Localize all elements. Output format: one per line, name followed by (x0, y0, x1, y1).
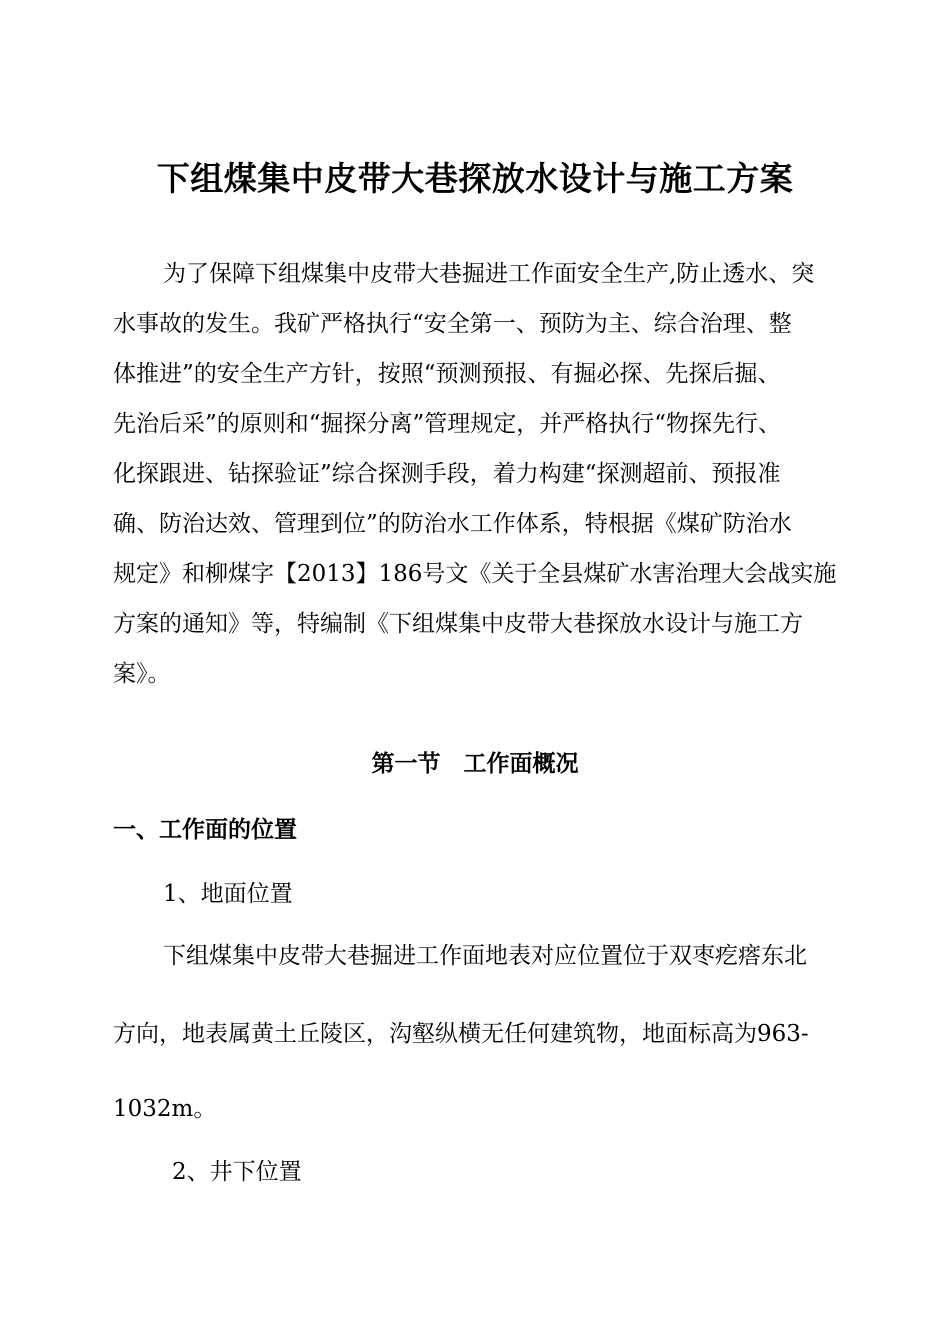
intro-line-9: 案》。 (113, 661, 171, 687)
intro-line-6: 确、防治达效、管理到位”的防治水工作体系，特根据《煤矿防治水 (113, 511, 792, 537)
subsection-heading: 一、工作面的位置 (113, 817, 297, 843)
intro-line-3: 体推进”的安全生产方针，按照“预测预报、有掘必探、先探后掘、 (113, 361, 781, 387)
document-title: 下组煤集中皮带大巷探放水设计与施工方案 (156, 159, 794, 198)
item1-label: 1、地面位置 (163, 881, 293, 907)
intro-line-2: 水事故的发生。我矿严格执行“安全第一、预防为主、综合治理、整 (113, 311, 792, 337)
intro-line-7: 规定》和柳煤字【2013】186号文《关于全县煤矿水害治理大会战实施 (113, 561, 837, 587)
section-heading: 第一节 工作面概况 (371, 751, 579, 777)
intro-line-8: 方案的通知》等，特编制《下组煤集中皮带大巷探放水设计与施工方 (113, 611, 803, 637)
intro-line-5: 化探跟进、钻探验证”综合探测手段，着力构建“探测超前、预报准 (113, 461, 781, 487)
intro-line-1: 为了保障下组煤集中皮带大巷掘进工作面安全生产,防止透水、突 (163, 261, 815, 287)
item2-label: 2、井下位置 (172, 1159, 302, 1185)
intro-line-4: 先治后采”的原则和“掘探分离”管理规定，并严格执行“物探先行、 (113, 411, 782, 437)
item1-line-2: 方向，地表属黄土丘陵区，沟壑纵横无任何建筑物，地面标高为963- (113, 1021, 809, 1047)
item1-line-1: 下组煤集中皮带大巷掘进工作面地表对应位置位于双枣疙瘩东北 (163, 943, 807, 969)
item1-line-3: 1032m。 (113, 1096, 217, 1122)
